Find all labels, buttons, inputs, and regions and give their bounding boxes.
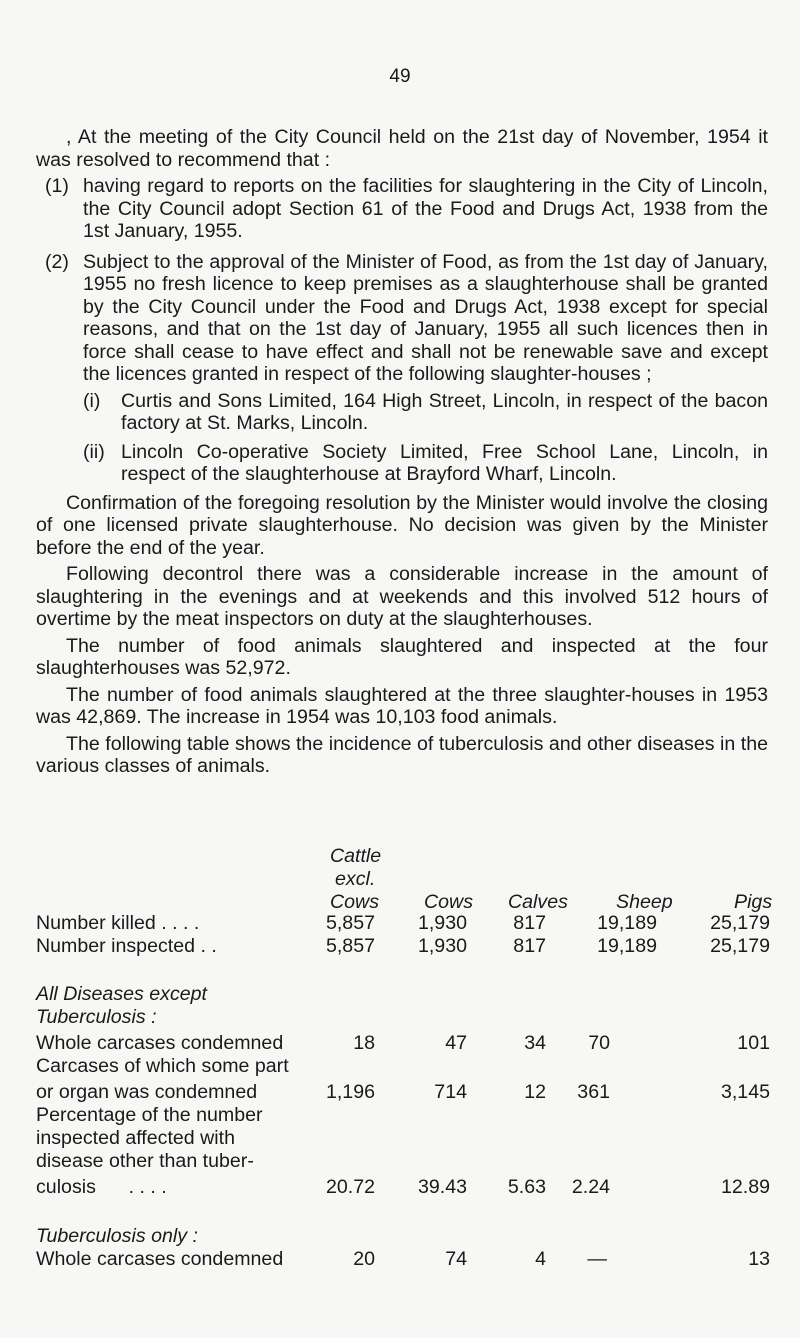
cell-pct-cows: 39.43 [417,1176,467,1198]
cell-tb-pigs: 13 [748,1248,770,1270]
col-header-cattle-1: Cattle [330,845,382,867]
cell-whole-cattle: 18 [353,1032,375,1054]
row-label-pct-3: disease other than tuber- [36,1150,254,1172]
cell-pct-pigs: 12.89 [720,1176,770,1198]
resolution-item [36,175,768,243]
cell-tb-cows: 74 [445,1248,467,1270]
cell-part-sheep: 361 [577,1081,610,1103]
cell-inspected-cows: 1,930 [417,935,467,957]
row-label-inspected: Number inspected . . [36,935,217,957]
row-label-tb-whole: Whole carcases condemned [36,1248,284,1270]
intro-text: At the meeting of the City Council held on the 21st day of November, 1954 it was resolved to recommend that : [36,126,768,171]
row-label-part-2: or organ was condemned [36,1081,258,1103]
cell-pct-calves: 5.63 [507,1176,546,1198]
cell-inspected-pigs: 25,179 [710,935,770,957]
cell-inspected-calves: 817 [513,935,546,957]
col-header-cattle-3: Cows [330,891,379,913]
cell-killed-pigs: 25,179 [710,912,770,934]
cell-whole-cows: 47 [445,1032,467,1054]
row-label-whole: Whole carcases condemned [36,1032,284,1054]
col-header-cows: Cows [424,891,473,913]
row-label-killed: Number killed . . . . [36,912,200,934]
intro-paragraph [36,126,768,171]
resolution-item [36,251,768,386]
row-label-pct-1: Percentage of the number [36,1104,263,1126]
item-text: Subject to the approval of the Minister of Food, as from the 1st day of January, 1955 no fresh licence to keep premises as a slaughterhouse shall be granted by the City Council under the Food and Drugs Act, 1938 except for special reasons, and that on the 1st day of January, 1955 all such licences then in force shall cease to have effect and shall not be renewable save and except the licences granted in respect of the following slaughter-houses ; [83,250,768,385]
cell-tb-calves: 4 [535,1248,546,1270]
cell-inspected-sheep: 19,189 [597,935,657,957]
stray-mark: , [66,126,72,148]
col-header-calves: Calves [508,891,568,913]
paragraph: Following decontrol there was a considerable increase in the amount of slaughtering in the evenings and at weekends and this involved 512 hours of overtime by the meat inspectors on duty at the slaughterhouses. [36,563,768,630]
body-text [36,126,768,782]
cell-whole-pigs: 101 [737,1032,770,1054]
paragraph: The following table shows the incidence of tuberculosis and other diseases in the various classes of animals. [36,732,768,777]
col-header-cattle-2: excl. [335,868,376,890]
cell-whole-sheep: 70 [588,1032,610,1054]
sub-item-number: (ii) [83,440,105,463]
cell-part-cattle: 1,196 [325,1081,375,1103]
cell-pct-sheep: 2.24 [571,1176,610,1198]
paragraph: The number of food animals slaughtered and inspected at the four slaughterhouses was 52,972. [36,634,768,679]
row-label-pct-4: culosis . . . . [36,1176,167,1198]
paragraph: The number of food animals slaughtered at the three slaughter-houses in 1953 was 42,869. The increase in 1954 was 10,103 food animals. [36,683,768,728]
sub-item-text: Lincoln Co-operative Society Limited, Free School Lane, Lincoln, in respect of the slaughterhouse at Brayford Wharf, Lincoln. [121,440,768,485]
row-label-pct-2: inspected affected with [36,1127,235,1149]
cell-killed-cattle: 5,857 [325,912,375,934]
sub-item-text: Curtis and Sons Limited, 164 High Street, Lincoln, in respect of the bacon factory at St. Marks, Lincoln. [121,389,768,434]
cell-killed-calves: 817 [513,912,546,934]
sub-item [83,441,768,486]
cell-killed-cows: 1,930 [417,912,467,934]
sub-item-number: (i) [83,389,101,412]
cell-inspected-cattle: 5,857 [325,935,375,957]
col-header-sheep: Sheep [616,891,673,913]
paragraph: Confirmation of the foregoing resolution by the Minister would involve the closing of one licensed private slaughterhouse. No decision was given by the Minister before the end of the year. [36,491,768,559]
item-text: having regard to reports on the facilities for slaughtering in the City of Lincoln, the City Council adopt Section 61 of the Food and Drugs Act, 1938 from the 1st January, 1955. [83,175,768,242]
item-number: (2) [45,250,69,273]
cell-part-calves: 12 [524,1081,546,1103]
row-label-part-1: Carcases of which some part [36,1055,289,1077]
cell-tb-cattle: 20 [353,1248,375,1270]
cell-pct-cattle: 20.72 [325,1176,375,1198]
section-heading-all-diseases-2: Tuberculosis : [36,1006,157,1028]
cell-part-cows: 714 [434,1081,467,1103]
section-heading-all-diseases: All Diseases except [36,983,207,1005]
cell-killed-sheep: 19,189 [597,912,657,934]
sub-items [83,390,768,486]
section-heading-tuberculosis: Tuberculosis only : [36,1225,198,1247]
cell-tb-sheep: — [587,1248,607,1270]
cell-part-pigs: 3,145 [720,1081,770,1103]
cell-whole-calves: 34 [524,1032,546,1054]
item-number: (1) [45,175,69,197]
col-header-pigs: Pigs [734,891,773,913]
page-number: 49 [389,66,411,87]
sub-item [83,390,768,435]
